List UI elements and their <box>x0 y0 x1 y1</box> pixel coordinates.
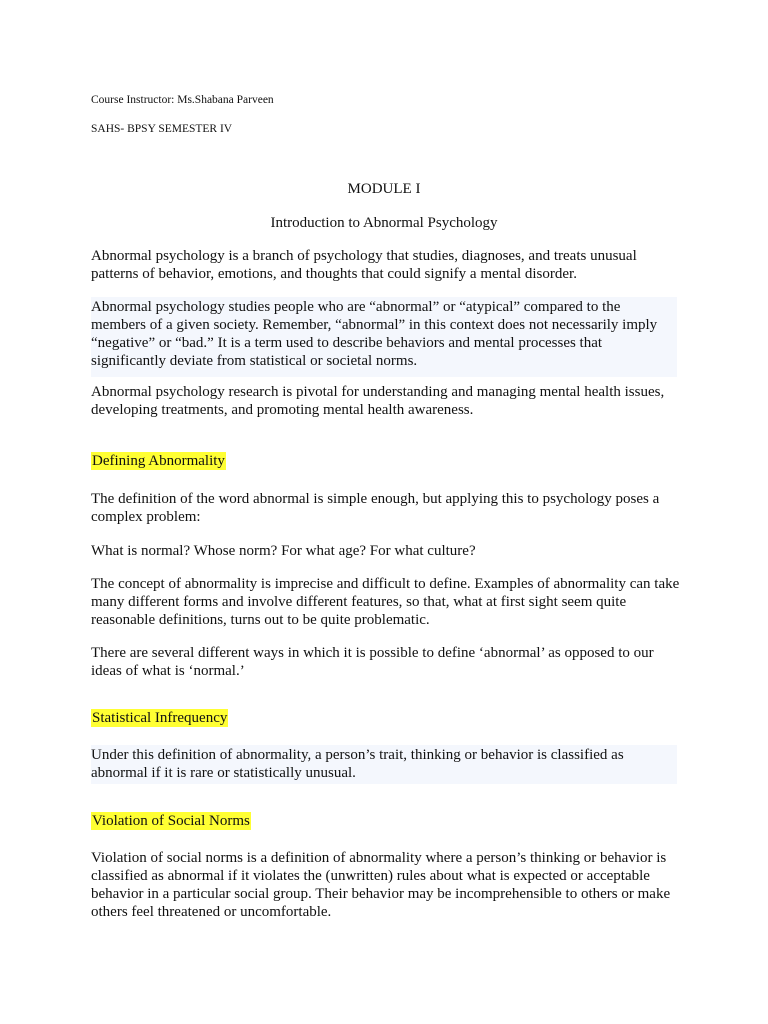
heading-defining-abnormality: Defining Abnormality <box>92 453 225 469</box>
module-subtitle: Introduction to Abnormal Psychology <box>270 215 498 231</box>
defining-paragraph-3: The concept of abnormality is imprecise and difficult to define. Examples of abnormality can take many different forms and involve different features, so that, what at first sight seem quite reasonable definitions, turns out to be quite problematic. <box>91 576 680 628</box>
course-semester: SAHS- BPSY SEMESTER IV <box>91 123 233 135</box>
defining-paragraph-4: There are several different ways in which it is possible to define ‘abnormal’ as opposed to our ideas of what is ‘normal.’ <box>91 645 654 679</box>
course-instructor: Course Instructor: Ms.Shabana Parveen <box>91 94 274 106</box>
social-paragraph-1: Violation of social norms is a definition of abnormality where a person’s thinking or behavior is classified as abnormal if it violates the (unwritten) rules about what is expected or acceptable behavior in a particular social group. Their behavior may be incomprehensible to others or make others feel threatened or uncomfortable. <box>91 850 671 920</box>
heading-violation-social-norms: Violation of Social Norms <box>92 813 250 829</box>
defining-paragraph-2: What is normal? Whose norm? For what age? For what culture? <box>91 543 476 559</box>
heading-statistical-infrequency: Statistical Infrequency <box>92 710 228 726</box>
module-title: MODULE I <box>347 181 421 197</box>
intro-paragraph-2: Abnormal psychology studies people who are “abnormal” or “atypical” compared to the members of a given society. Remember, “abnormal” in this context does not necessarily imply “negative” or “bad.” It is a term used to describe behaviors and mental processes that significantly deviate from statistical or societal norms. <box>91 297 677 377</box>
intro-paragraph-1: Abnormal psychology is a branch of psychology that studies, diagnoses, and treats unusual patterns of behavior, emotions, and thoughts that could signify a mental disorder. <box>91 248 637 282</box>
statistical-paragraph-1: Under this definition of abnormality, a person’s trait, thinking or behavior is classified as abnormal if it is rare or statistically unusual. <box>91 745 677 784</box>
intro-paragraph-3: Abnormal psychology research is pivotal for understanding and managing mental health issues, developing treatments, and promoting mental health awareness. <box>91 384 665 418</box>
defining-paragraph-1: The definition of the word abnormal is simple enough, but applying this to psychology poses a complex problem: <box>91 491 660 525</box>
